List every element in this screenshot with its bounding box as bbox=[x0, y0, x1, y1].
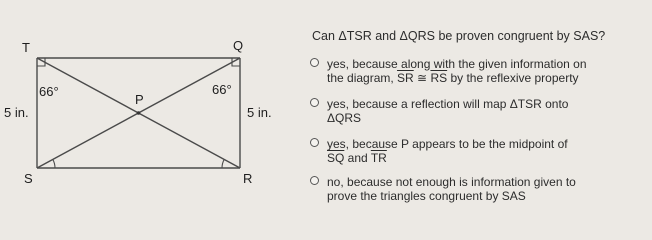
segment-TR-text: $\overline{TR}$ bbox=[370, 151, 387, 165]
angle-arc-R bbox=[222, 159, 224, 168]
side-label-right: 5 in. bbox=[247, 105, 272, 120]
option-4-line-1: no, because not enough is information given to bbox=[327, 175, 576, 189]
angle-arc-S bbox=[53, 159, 55, 168]
label-S: S bbox=[24, 171, 33, 186]
option-3-text bbox=[327, 137, 568, 165]
angle-label-right: 66° bbox=[212, 82, 232, 97]
option-2-text bbox=[327, 97, 568, 125]
radio-button-4[interactable] bbox=[310, 176, 319, 185]
question-text: Can ΔTSR and ΔQRS be proven congruent by SAS? bbox=[312, 29, 606, 43]
label-Q: Q bbox=[233, 38, 244, 53]
geometry-diagram bbox=[0, 0, 300, 214]
option-3-line-1: yes, because P appears to be the midpoint of bbox=[327, 137, 568, 151]
segment-RS-text: $\overline{RS}$ bbox=[430, 71, 448, 85]
option-3-line-2: $\overline{SQ}$ and $\overline{TR}$ bbox=[327, 151, 387, 165]
label-T: T bbox=[22, 40, 30, 55]
angle-label-left: 66° bbox=[39, 84, 59, 99]
option-1-text bbox=[327, 57, 587, 85]
segment-SQ-text: $\overline{SQ}$ bbox=[327, 151, 345, 165]
point-P bbox=[137, 111, 141, 115]
option-4-text bbox=[327, 175, 576, 203]
option-1-line-1: yes, because along with the given information on bbox=[327, 57, 587, 71]
radio-button-1[interactable] bbox=[310, 58, 319, 67]
option-2-line-2: ΔQRS bbox=[327, 111, 362, 125]
radio-button-2[interactable] bbox=[310, 98, 319, 107]
side-label-left: 5 in. bbox=[4, 105, 29, 120]
option-2-line-1: yes, because a reflection will map ΔTSR onto bbox=[327, 97, 569, 111]
option-1-line-2: the diagram, $\overline{SR}$ ≅ $\overline{RS}$ by the reflexive property bbox=[327, 71, 579, 85]
label-R: R bbox=[243, 171, 253, 186]
segment-SR-text: $\overline{SR}$ bbox=[397, 71, 414, 85]
option-4-line-2: prove the triangles congruent by SAS bbox=[327, 189, 526, 203]
label-P: P bbox=[135, 92, 144, 107]
radio-button-3[interactable] bbox=[310, 138, 319, 147]
